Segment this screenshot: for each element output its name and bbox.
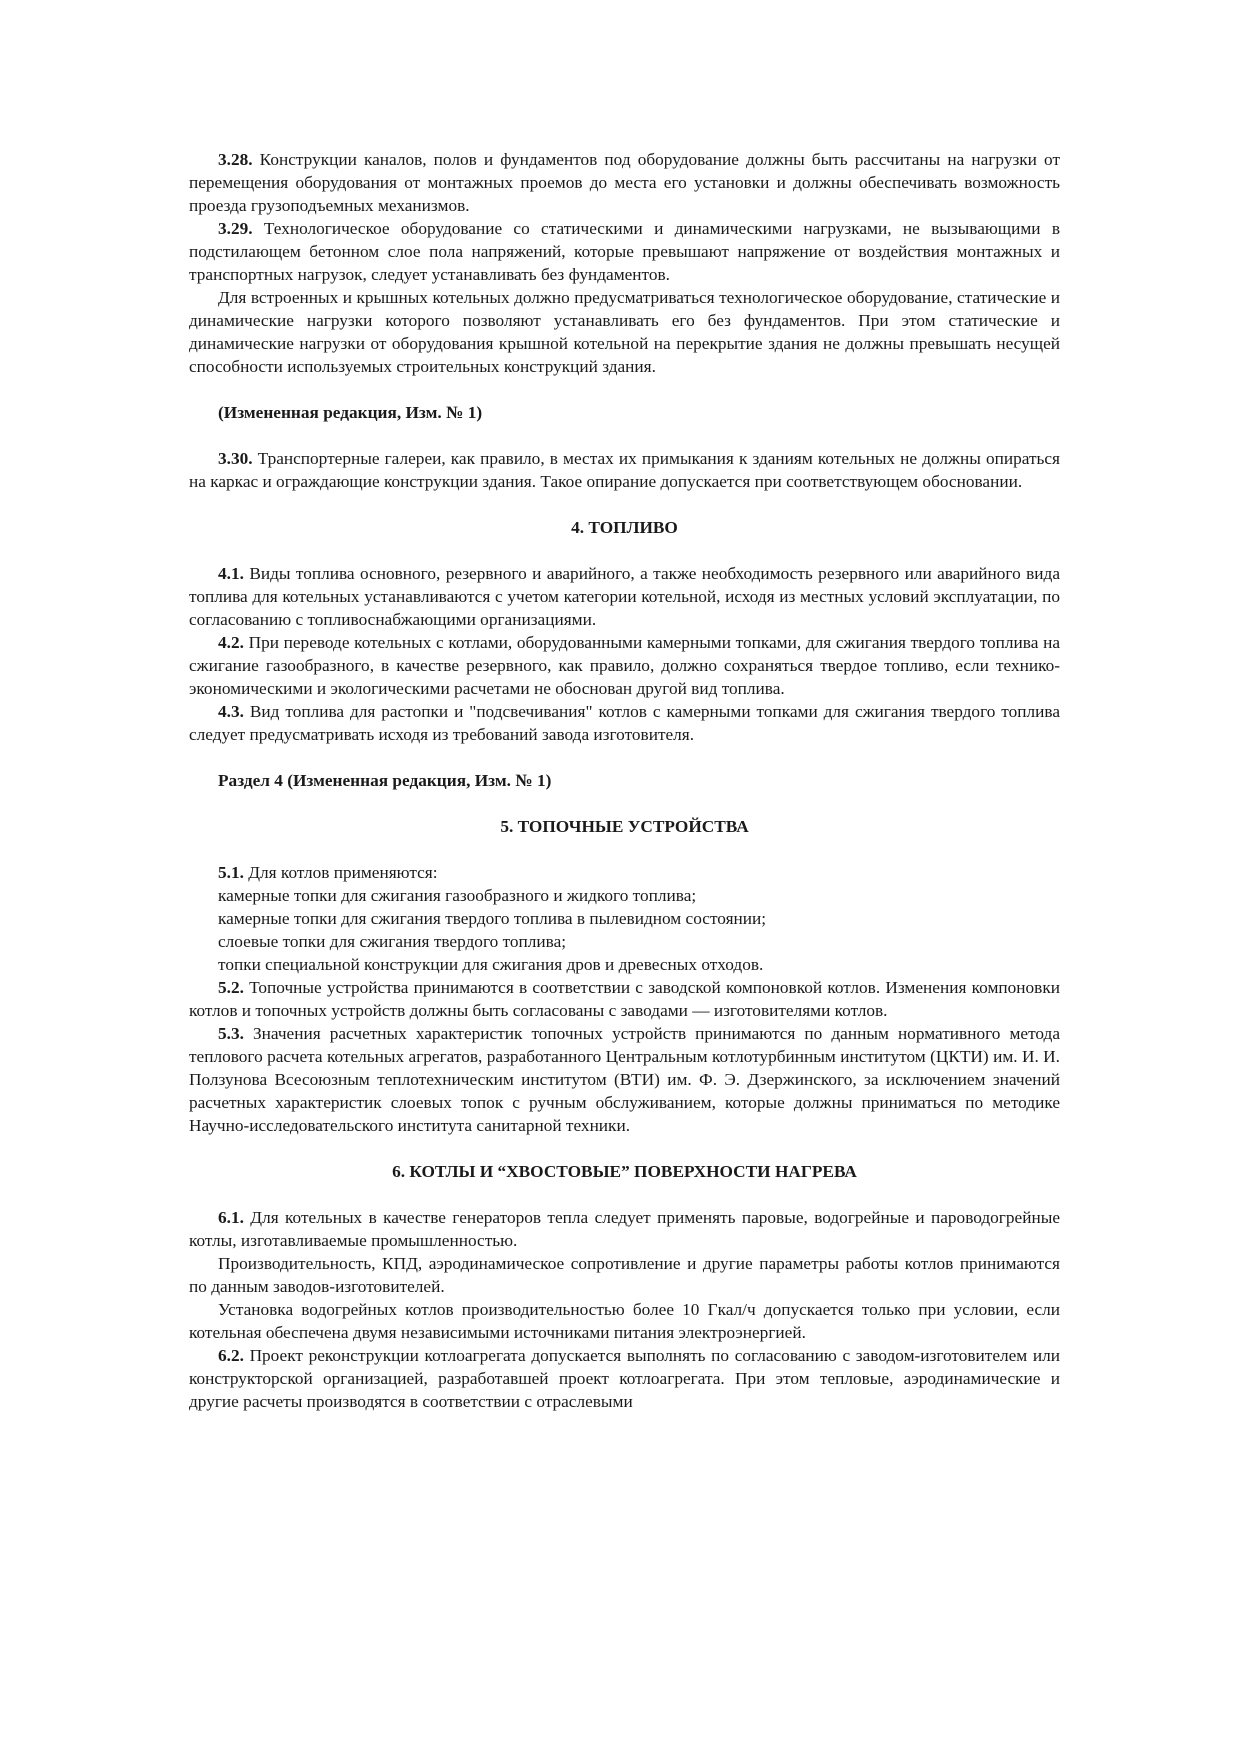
amendment-note: Раздел 4 (Измененная редакция, Изм. № 1) bbox=[218, 771, 552, 790]
paragraph-5-2 bbox=[189, 976, 1060, 1022]
section-heading-5: 5. ТОПОЧНЫЕ УСТРОЙСТВА bbox=[500, 817, 749, 836]
clause-text: Значения расчетных характеристик топочных устройств принимаются по данным нормативного метода теплового расчета котельных агрегатов, разработанного Центральным котлотурбинным институтом (ЦКТИ) им. И. И. Ползунова Всесоюзным теплотехническим институтом (ВТИ) им. Ф. Э. Дзержинского, за исключением значений расчетных характеристик слоевых топок с ручным обслуживанием, которые должны приниматься по методике Научно-исследовательского института санитарной техники. bbox=[189, 1024, 1060, 1135]
clause-number: 3.29. bbox=[218, 219, 253, 238]
spacer bbox=[189, 1137, 1060, 1160]
clause-text: Топочные устройства принимаются в соответствии с заводской компоновкой котлов. Изменения компоновки котлов и топочных устройств должны быть согласованы с заводами — изготовителями котлов. bbox=[189, 978, 1060, 1020]
clause-text: Проект реконструкции котлоагрегата допускается выполнять по согласованию с заводом-изготовителем или конструкторской организацией, разработавшей проект котлоагрегата. При этом тепловые, аэродинамические и другие расчеты производятся в соответствии с отраслевыми bbox=[189, 1346, 1060, 1411]
spacer bbox=[189, 838, 1060, 861]
paragraph-3-28 bbox=[189, 148, 1060, 217]
paragraph-3-29 bbox=[189, 217, 1060, 286]
clause-text: При переводе котельных с котлами, оборудованными камерными топками, для сжигания твердого топлива на сжигание газообразного, в качестве резервного, как правило, должно сохраняться твердое топливо, если технико-экономическими и экологическими расчетами не обоснован другой вид топлива. bbox=[189, 633, 1060, 698]
clause-text: Для котельных в качестве генераторов тепла следует применять паровые, водогрейные и пароводогрейные котлы, изготавливаемые промышленностью. bbox=[189, 1208, 1060, 1250]
clause-number: 3.30. bbox=[218, 449, 253, 468]
list-item: топки специальной конструкции для сжигания дров и древесных отходов. bbox=[218, 955, 764, 974]
clause-text: Технологическое оборудование со статическими и динамическими нагрузками, не вызывающими в подстилающем бетонном слое пола напряжений, которые превышают напряжение от воздействия монтажных и транспортных нагрузок, следует устанавливать без фундаментов. bbox=[189, 219, 1060, 284]
list-item: камерные топки для сжигания твердого топлива в пылевидном состоянии; bbox=[218, 909, 767, 928]
paragraph-6-1-cont bbox=[189, 1252, 1060, 1298]
clause-number: 5.3. bbox=[218, 1024, 244, 1043]
document-page bbox=[189, 148, 1060, 1413]
section-heading-4: 4. ТОПЛИВО bbox=[571, 518, 678, 537]
paragraph-3-30 bbox=[189, 447, 1060, 493]
spacer bbox=[189, 424, 1060, 447]
paragraph-5-3 bbox=[189, 1022, 1060, 1137]
list-item: камерные топки для сжигания газообразного и жидкого топлива; bbox=[218, 886, 697, 905]
spacer bbox=[189, 539, 1060, 562]
paragraph-4-3 bbox=[189, 700, 1060, 746]
clause-number: 5.2. bbox=[218, 978, 244, 997]
clause-number: 4.1. bbox=[218, 564, 244, 583]
section-heading-6: 6. КОТЛЫ И “ХВОСТОВЫЕ” ПОВЕРХНОСТИ НАГРЕВА bbox=[392, 1162, 857, 1181]
clause-text: Виды топлива основного, резервного и аварийного, а также необходимость резервного или аварийного вида топлива для котельных устанавливаются с учетом категории котельной, исходя из местных условий эксплуатации, по согласованию с топливоснабжающими организациями. bbox=[189, 564, 1060, 629]
clause-text: Установка водогрейных котлов производительностью более 10 Гкал/ч допускается только при условии, если котельная обеспечена двумя независимыми источниками питания электроэнергией. bbox=[189, 1300, 1060, 1342]
spacer bbox=[189, 746, 1060, 769]
clause-text: Транспортерные галереи, как правило, в местах их примыкания к зданиям котельных не должны опираться на каркас и ограждающие конструкции здания. Такое опирание допускается при соответствующем обосновании. bbox=[189, 449, 1060, 491]
clause-text: Конструкции каналов, полов и фундаментов под оборудование должны быть рассчитаны на нагрузки от перемещения оборудования от монтажных проемов до места его установки и должны обеспечивать возможность проезда грузоподъемных механизмов. bbox=[189, 150, 1060, 215]
clause-text: Для котлов применяются: bbox=[243, 863, 438, 882]
clause-text: Производительность, КПД, аэродинамическое сопротивление и другие параметры работы котлов принимаются по данным заводов-изготовителей. bbox=[189, 1254, 1060, 1296]
clause-text: Для встроенных и крышных котельных должно предусматриваться технологическое оборудование, статические и динамические нагрузки которого позволяют устанавливать его без фундаментов. При этом статические и динамические нагрузки от оборудования крышной котельной на перекрытие здания не должны превышать несущей способности используемых строительных конструкций здания. bbox=[189, 288, 1060, 376]
clause-number: 4.3. bbox=[218, 702, 244, 721]
paragraph-5-1 bbox=[189, 861, 1060, 884]
spacer bbox=[189, 792, 1060, 815]
paragraph-4-2 bbox=[189, 631, 1060, 700]
spacer bbox=[189, 493, 1060, 516]
spacer bbox=[189, 1183, 1060, 1206]
paragraph-3-29-cont bbox=[189, 286, 1060, 378]
paragraph-4-1 bbox=[189, 562, 1060, 631]
list-item: слоевые топки для сжигания твердого топлива; bbox=[218, 932, 567, 951]
clause-number: 6.1. bbox=[218, 1208, 244, 1227]
spacer bbox=[189, 378, 1060, 401]
paragraph-6-2 bbox=[189, 1344, 1060, 1413]
amendment-note: (Измененная редакция, Изм. № 1) bbox=[218, 403, 483, 422]
paragraph-6-1 bbox=[189, 1206, 1060, 1252]
clause-number: 3.28. bbox=[218, 150, 253, 169]
clause-number: 4.2. bbox=[218, 633, 244, 652]
clause-text: Вид топлива для растопки и "подсвечивания" котлов с камерными топками для сжигания твердого топлива следует предусматривать исходя из требований завода изготовителя. bbox=[189, 702, 1060, 744]
clause-number: 5.1. bbox=[218, 863, 244, 882]
clause-number: 6.2. bbox=[218, 1346, 244, 1365]
paragraph-6-1-cont bbox=[189, 1298, 1060, 1344]
